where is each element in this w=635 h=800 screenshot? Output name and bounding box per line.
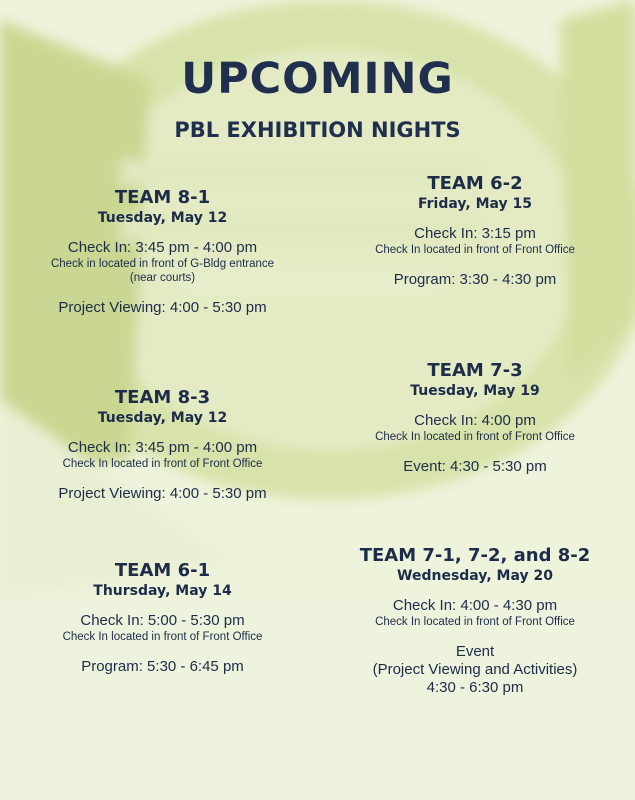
check-in-time: Check In: 3:45 pm - 4:00 pm [67, 239, 258, 256]
check-in-location: Check In located in front of Front Office [375, 431, 575, 443]
event-team-6-2 [320, 173, 630, 289]
event-date: Friday, May 15 [417, 196, 533, 212]
team-name: TEAM 6-2 [427, 173, 523, 194]
activity-time: 4:30 - 6:30 pm [426, 679, 524, 696]
activity-time: Event: 4:30 - 5:30 pm [403, 458, 547, 475]
check-in-location: Check In located in front of Front Office [375, 244, 575, 256]
event-team-8-1 [0, 187, 325, 317]
check-in-time: Check In: 5:00 - 5:30 pm [80, 612, 245, 629]
event-date: Tuesday, May 12 [97, 410, 228, 426]
activity-label: Event [455, 643, 495, 660]
team-name: TEAM 8-3 [114, 387, 211, 408]
page-subtitle: PBL EXHIBITION NIGHTS [174, 118, 461, 142]
event-date: Tuesday, May 12 [97, 210, 228, 226]
check-in-time: Check In: 4:00 - 4:30 pm [392, 597, 558, 614]
check-in-location: Check In located in front of Front Office [62, 458, 263, 470]
event-team-7-1-7-2-8-2 [320, 545, 630, 697]
activity-time: Program: 5:30 - 6:45 pm [81, 658, 244, 675]
event-date: Tuesday, May 19 [410, 383, 540, 399]
check-in-time: Check In: 4:00 pm [414, 412, 536, 429]
activity-time: Project Viewing: 4:00 - 5:30 pm [58, 299, 267, 316]
check-in-time: Check In: 3:15 pm [414, 225, 536, 242]
event-team-8-3 [0, 387, 325, 503]
check-in-time: Check In: 3:45 pm - 4:00 pm [67, 439, 258, 456]
team-name: TEAM 7-1, 7-2, and 8-2 [359, 545, 591, 566]
event-date: Thursday, May 14 [93, 583, 232, 599]
team-name: TEAM 8-1 [114, 187, 211, 208]
activity-detail: (Project Viewing and Activities) [372, 661, 578, 678]
event-team-7-3 [320, 360, 630, 476]
activity-time: Program: 3:30 - 4:30 pm [393, 271, 557, 288]
event-team-6-1 [0, 560, 325, 676]
check-in-location: Check In located in front of Front Office [375, 616, 575, 628]
activity-time: Project Viewing: 4:00 - 5:30 pm [58, 485, 267, 502]
team-name: TEAM 6-1 [114, 560, 211, 581]
check-in-location-note: (near courts) [129, 272, 196, 284]
team-name: TEAM 7-3 [427, 360, 523, 381]
check-in-location: Check In located in front of Front Office [62, 631, 263, 643]
event-date: Wednesday, May 20 [397, 568, 553, 584]
check-in-location: Check in located in front of G-Bldg entrance [50, 258, 275, 270]
page-title: UPCOMING [181, 54, 454, 104]
